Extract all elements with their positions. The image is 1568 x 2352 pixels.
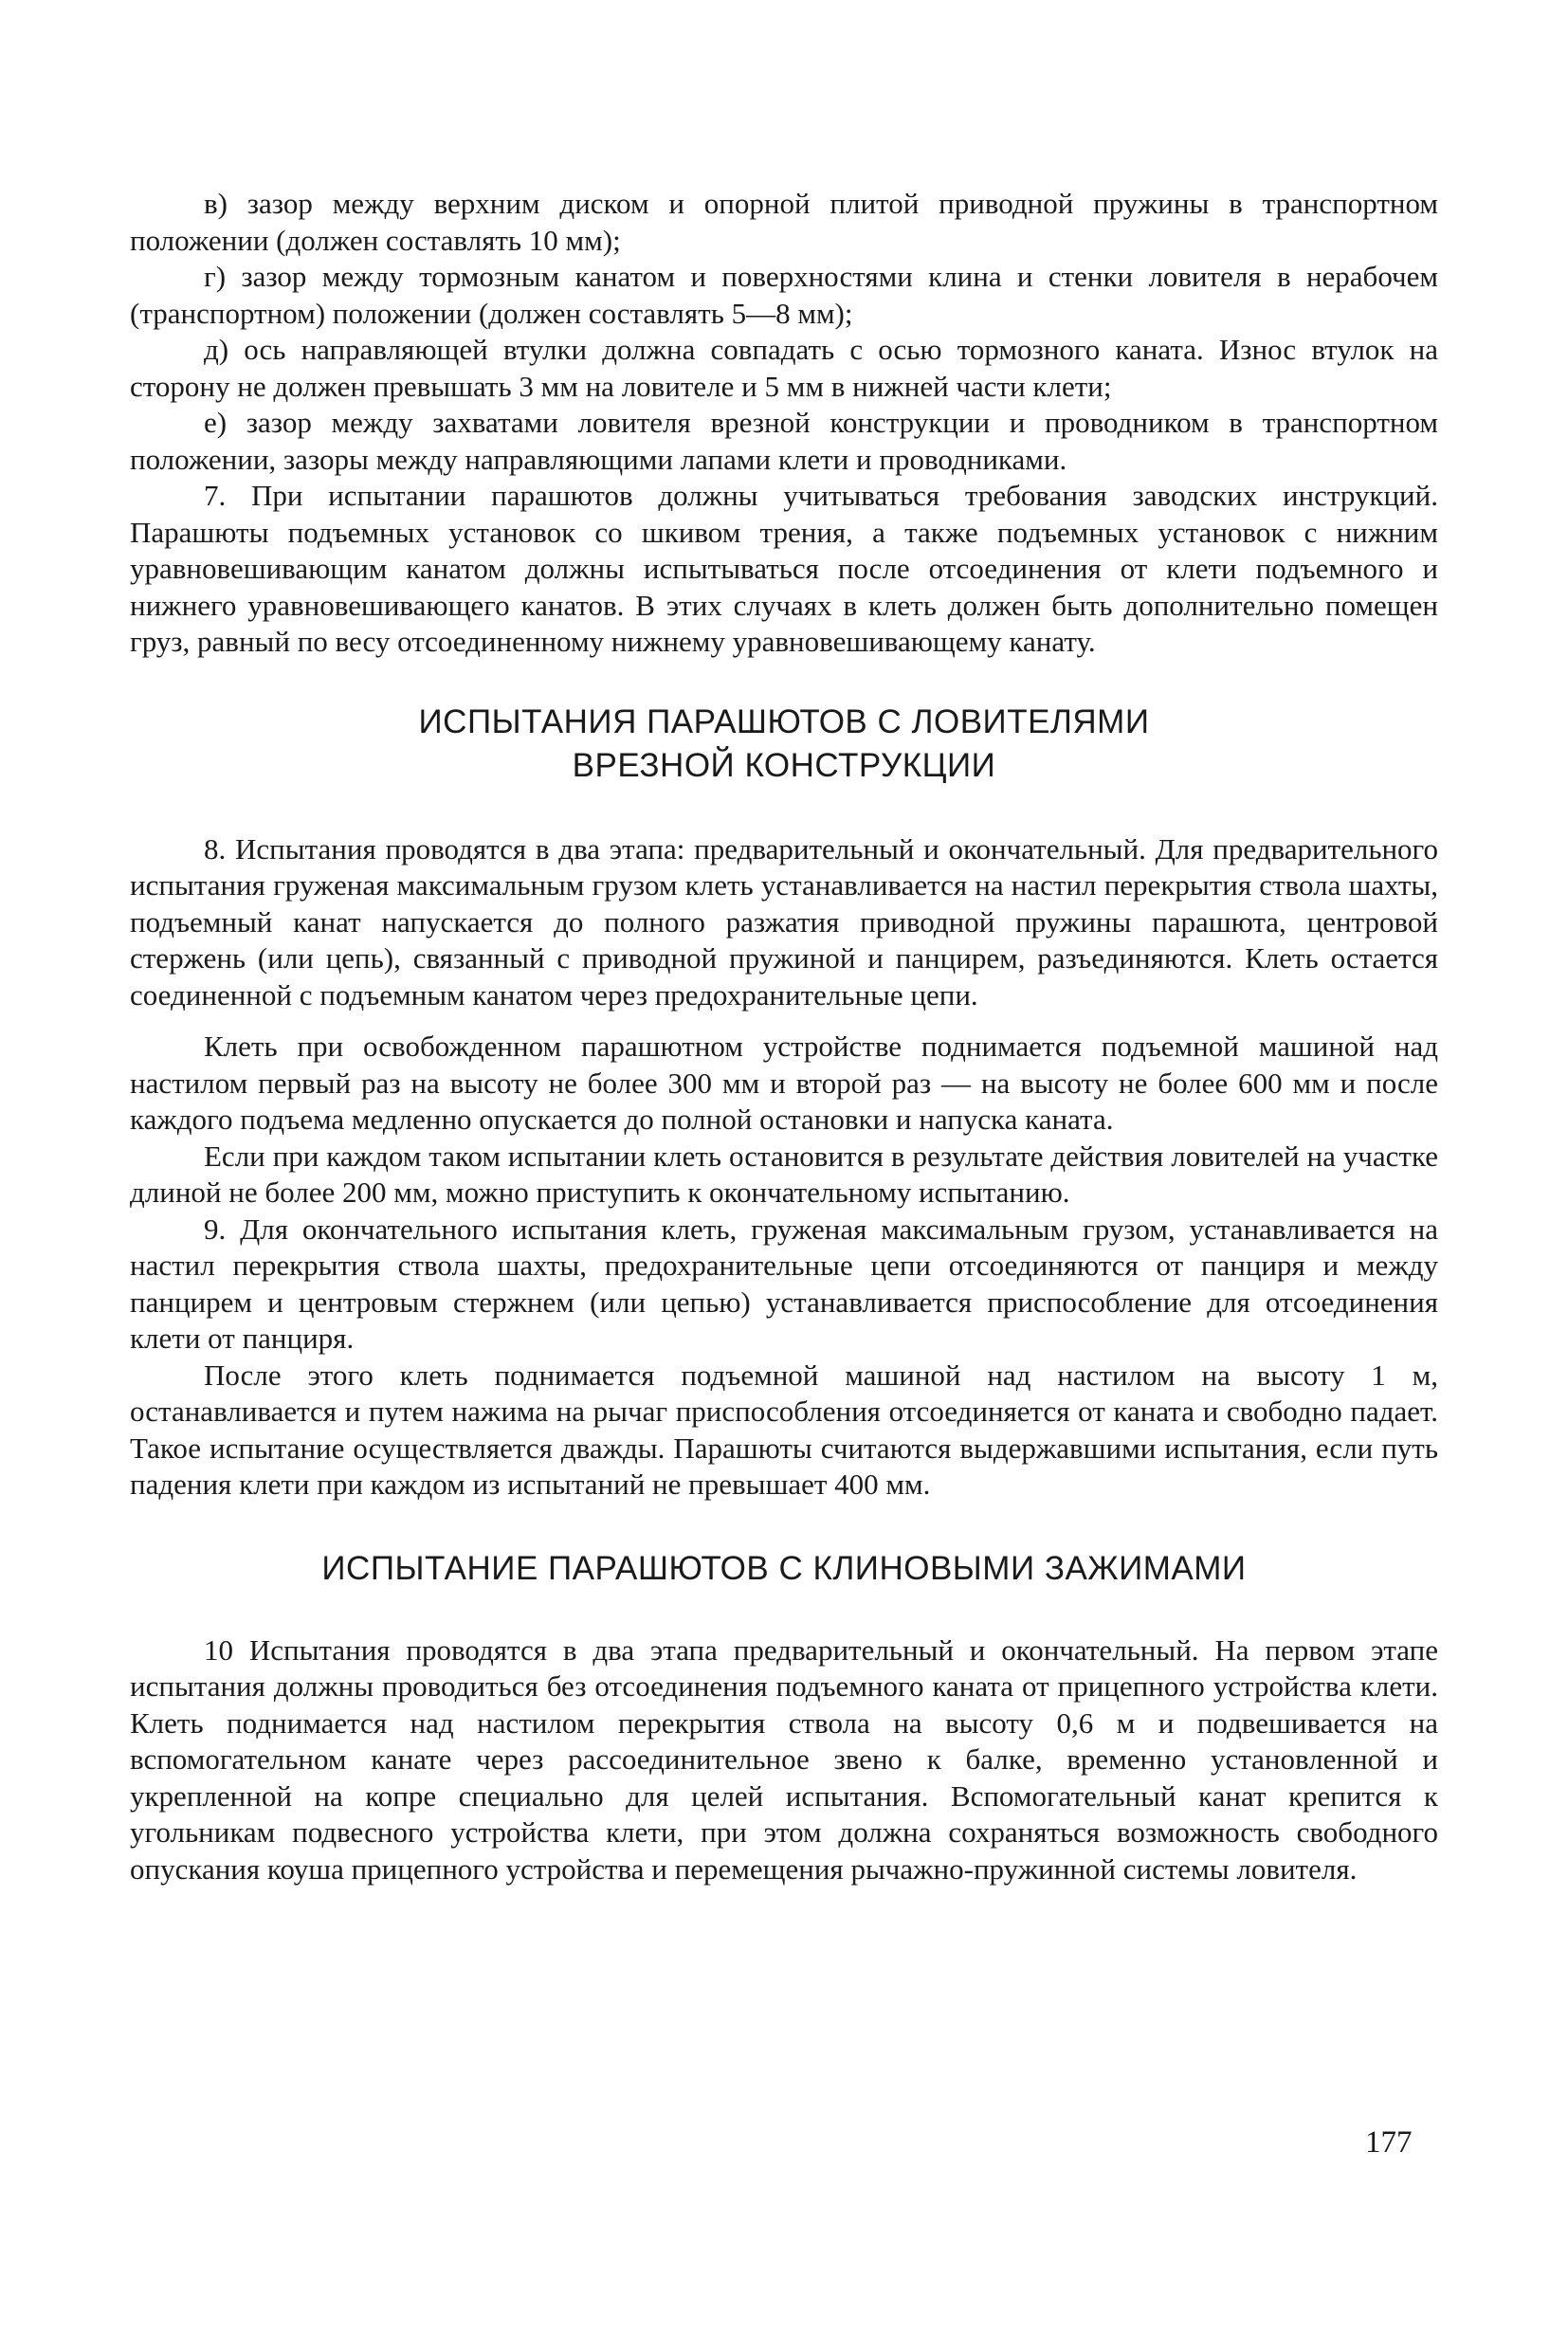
paragraph-8-cont-2: Если при каждом таком испытании клеть остановится в результате действия ловителей на участке длиной не более 200 мм, можно приступить к окончательному испытанию. [130, 1139, 1438, 1209]
section-heading-line2: ВРЕЗНОЙ КОНСТРУКЦИИ [572, 746, 996, 784]
section-heading-inset-catchers [130, 701, 1438, 788]
page-number: 177 [1365, 2125, 1413, 2160]
list-item-e: е) зазор между захватами ловителя врезной конструкции и проводником в транспортном положении, зазоры между направляющими лапами клети и проводниками. [130, 406, 1438, 476]
section-heading-line1: ИСПЫТАНИЯ ПАРАШЮТОВ С ЛОВИТЕЛЯМИ [418, 702, 1150, 740]
paragraph-8-cont-1: Клеть при освобожденном парашютном устройстве поднимается подъемной машиной над настилом первый раз на высоту не более 300 мм и второй раз — на высоту не более 600 мм и после каждого подъема медленно опускается до полной остановки и напуска каната. [130, 1030, 1438, 1136]
list-item-v: в) зазор между верхним диском и опорной плитой приводной пружины в транспортном положении (должен составлять 10 мм); [130, 187, 1438, 257]
paragraph-8: 8. Испытания проводятся в два этапа: предварительный и окончательный. Для предварительного испытания груженая максимальным грузом клеть устанавливается на настил перекрытия ствола шахты, подъемный канат напускается до полного разжатия приводной пружины парашюта, центровой стержень (или цепь), связанный с приводной пружиной и панцирем, разъединяются. Клеть остается соединенной с подъемным канатом через предохранительные цепи. [130, 831, 1438, 1012]
paragraph-7: 7. При испытании парашютов должны учитываться требования заводских инструкций. Парашюты подъемных установок со шкивом трения, а также подъемных установок с нижним уравновешивающим канатом должны испытываться после отсоединения от клети подъемного и нижнего уравновешивающего канатов. В этих случаях в клеть должен быть дополнительно помещен груз, равный по весу отсоединенному нижнему уравновешивающему канату. [130, 479, 1438, 658]
paragraph-9-cont: После этого клеть поднимается подъемной машиной над настилом на высоту 1 м, останавливается и путем нажима на рычаг приспособления отсоединяется от каната и свободно падает. Такое испытание осуществляется дважды. Парашюты считаются выдержавшими испытания, если путь падения клети при каждом из испытаний не превышает 400 мм. [130, 1358, 1438, 1501]
list-item-d: д) ось направляющей втулки должна совпадать с осью тормозного каната. Износ втулок на сторону не должен превышать 3 мм на ловителе и 5 мм в нижней части клети; [130, 333, 1438, 403]
list-item-g: г) зазор между тормозным канатом и поверхностями клина и стенки ловителя в нерабочем (транспортном) положении (должен составлять 5—8 мм); [130, 260, 1438, 330]
page-body [130, 186, 1438, 1887]
paragraph-9: 9. Для окончательного испытания клеть, груженая максимальным грузом, устанавливается на настил перекрытия ствола шахты, предохранительные цепи отсоединяются от панциря и между панцирем и центровым стержнем (или цепью) устанавливается приспособление для отсоединения клети от панциря. [130, 1212, 1438, 1355]
section-heading-wedge-clamps: ИСПЫТАНИЕ ПАРАШЮТОВ С КЛИНОВЫМИ ЗАЖИМАМИ [321, 1549, 1247, 1587]
paragraph-10: 10 Испытания проводятся в два этапа предварительный и окончательный. На первом этапе испытания должны проводиться без отсоединения подъемного каната от прицепного устройства клети. Клеть поднимается над настилом перекрытия ствола на высоту 0,6 м и подвешивается на вспомогательном канате через рассоединительное звено к балке, временно установленной и укрепленной на копре специально для целей испытания. Вспомогательный канат крепится к угольникам подвесного устройства клети, при этом должна сохраняться возможность свободного опускания коуша прицепного устройства и перемещения рычажно-пружинной системы ловителя. [130, 1632, 1438, 1886]
